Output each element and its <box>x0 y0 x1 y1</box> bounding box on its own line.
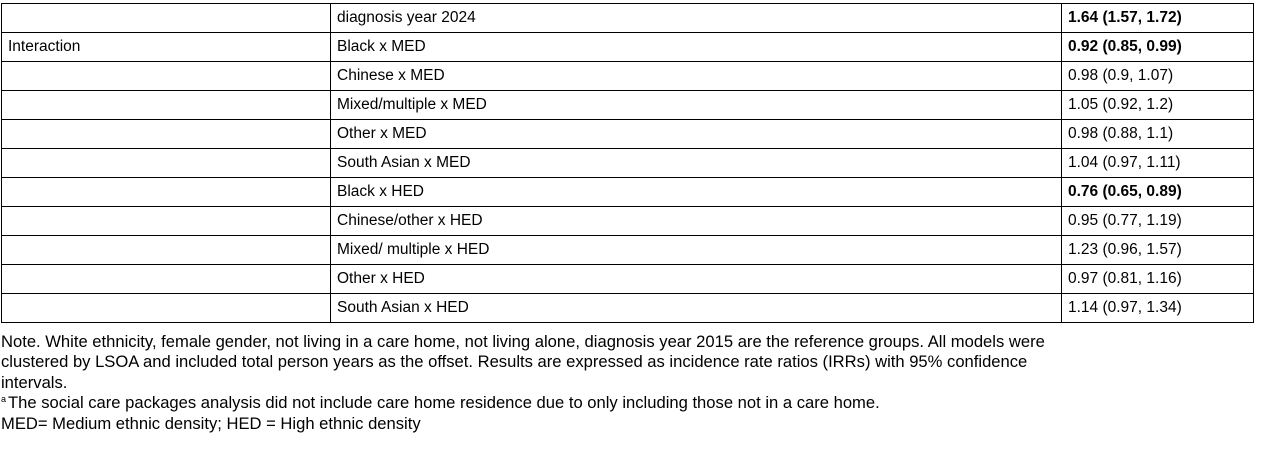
row-group-cell <box>2 294 331 323</box>
table-row <box>2 62 1254 91</box>
row-group-cell <box>2 178 331 207</box>
row-term-cell: Black x HED <box>331 178 1062 207</box>
row-group-cell <box>2 62 331 91</box>
row-term-cell: Chinese/other x HED <box>331 207 1062 236</box>
row-group-cell <box>2 91 331 120</box>
row-term-cell: Mixed/multiple x MED <box>331 91 1062 120</box>
row-group-cell <box>2 4 331 33</box>
note-line: clustered by LSOA and included total person years as the offset. Results are expressed as incidence rate ratios (IRRs) with 95% confidence <box>1 352 1028 372</box>
row-group-cell: Interaction <box>2 33 331 62</box>
note-line: intervals. <box>1 372 68 392</box>
row-term-cell: Black x MED <box>331 33 1062 62</box>
row-group-cell <box>2 149 331 178</box>
row-group-cell <box>2 207 331 236</box>
table-notes <box>1 332 1277 434</box>
table-row <box>2 33 1254 62</box>
table-row <box>2 149 1254 178</box>
footnote-text: The social care packages analysis did not include care home residence due to only including those not in a care home. <box>8 393 880 413</box>
row-term-cell: South Asian x HED <box>331 294 1062 323</box>
row-irr-cell: 1.04 (0.97, 1.11) <box>1062 149 1254 178</box>
table-row <box>2 4 1254 33</box>
row-term-cell: Chinese x MED <box>331 62 1062 91</box>
row-term-cell: Other x MED <box>331 120 1062 149</box>
table-row <box>2 178 1254 207</box>
table-row <box>2 294 1254 323</box>
table-row <box>2 91 1254 120</box>
note-line: Note. White ethnicity, female gender, not living in a care home, not living alone, diagnosis year 2015 are the reference groups. All models were <box>1 332 1045 351</box>
row-term-cell: Mixed/ multiple x HED <box>331 236 1062 265</box>
row-term-cell: diagnosis year 2024 <box>331 4 1062 33</box>
row-group-cell <box>2 236 331 265</box>
footnote <box>1 393 1277 413</box>
row-irr-cell: 0.97 (0.81, 1.16) <box>1062 265 1254 294</box>
row-term-cell: South Asian x MED <box>331 149 1062 178</box>
table-row <box>2 207 1254 236</box>
abbreviations-note: MED= Medium ethnic density; HED = High ethnic density <box>1 413 421 433</box>
row-irr-cell: 1.23 (0.96, 1.57) <box>1062 236 1254 265</box>
row-irr-cell: 1.14 (0.97, 1.34) <box>1062 294 1254 323</box>
row-irr-cell: 0.76 (0.65, 0.89) <box>1062 178 1254 207</box>
row-irr-cell: 1.05 (0.92, 1.2) <box>1062 91 1254 120</box>
table-row <box>2 236 1254 265</box>
row-term-cell: Other x HED <box>331 265 1062 294</box>
row-group-cell <box>2 265 331 294</box>
row-irr-cell: 0.98 (0.88, 1.1) <box>1062 120 1254 149</box>
row-irr-cell: 0.95 (0.77, 1.19) <box>1062 207 1254 236</box>
results-table <box>1 3 1254 323</box>
row-irr-cell: 0.92 (0.85, 0.99) <box>1062 33 1254 62</box>
footnote-marker: a <box>1 394 7 405</box>
table-row <box>2 265 1254 294</box>
row-group-cell <box>2 120 331 149</box>
table-row <box>2 120 1254 149</box>
results-table-body <box>2 4 1254 323</box>
row-irr-cell: 0.98 (0.9, 1.07) <box>1062 62 1254 91</box>
row-irr-cell: 1.64 (1.57, 1.72) <box>1062 4 1254 33</box>
